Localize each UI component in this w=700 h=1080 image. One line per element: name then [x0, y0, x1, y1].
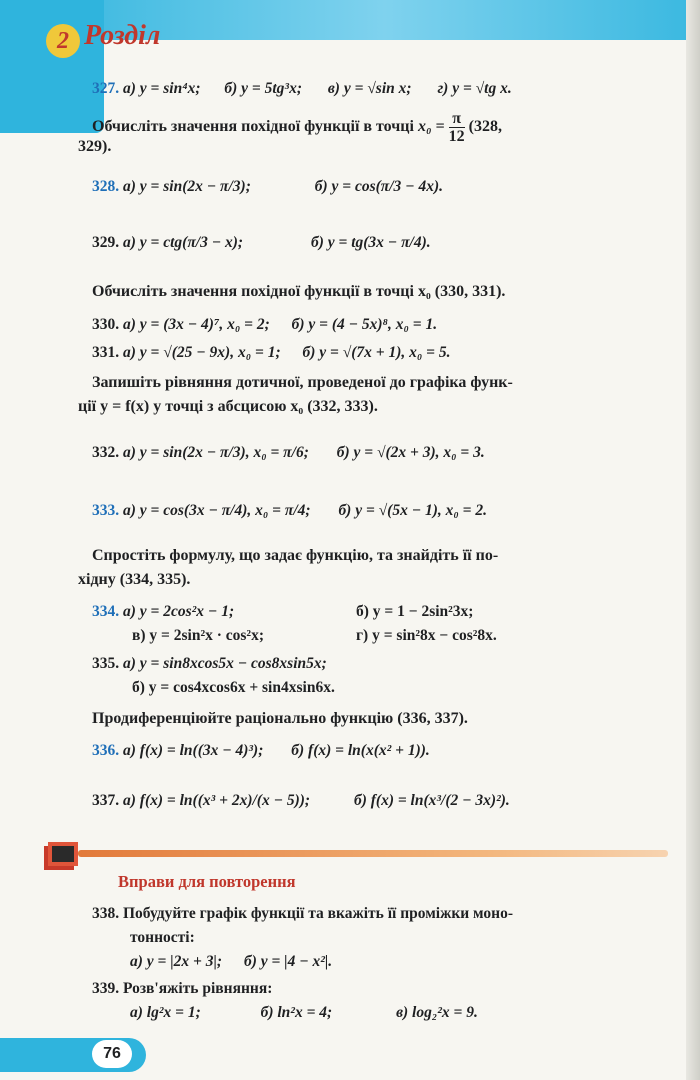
instruction-3a: Запишіть рівняння дотичної, проведеної до графіка функ- [92, 374, 513, 391]
chapter-badge: 2 [46, 24, 80, 58]
instruction-4a: Спростіть формулу, що задає функцію, та знайдіть її по- [92, 547, 499, 564]
problem-332: 332. а) y = sin(2x − π/3), x₀ = π/6; б) y = √(2x + 3), x₀ = 3. [92, 444, 485, 461]
problem-335: 335. а) y = sin8xcos5x − cos8xsin5x; [92, 655, 327, 672]
problem-337: 337. а) f(x) = ln((x³ + 2x)/(x − 5)); б) f(x) = ln(x³/(2 − 3x)²). [92, 792, 510, 809]
problem-331: 331. а) y = √(25 − 9x), x₀ = 1; б) y = √(7x + 1), x₀ = 5. [92, 344, 451, 361]
problem-334-d: г) y = sin²8x − cos²8x. [356, 627, 497, 644]
problem-327: 327. а) y = sin⁴x; б) y = 5tg³x; в) y = √sin x; г) y = √tg x. [92, 80, 512, 97]
problem-333: 333. а) y = cos(3x − π/4), x₀ = π/4; б) y = √(5x − 1), x₀ = 2. [92, 502, 488, 519]
problem-330: 330. а) y = (3x − 4)⁷, x₀ = 2; б) y = (4 − 5x)⁸, x₀ = 1. [92, 316, 438, 333]
problem-336: 336. а) f(x) = ln((3x − 4)³); б) f(x) = ln(x(x² + 1)). [92, 742, 430, 759]
problem-338: 338. Побудуйте графік функції та вкажіть її проміжки моно- [92, 905, 513, 922]
page-edge [686, 0, 700, 1080]
problem-338-a: а) y = |2x + 3|; б) y = |4 − x²|. [130, 953, 333, 970]
instruction-2: Обчисліть значення похідної функції в точці x₀ (330, 331). [92, 283, 506, 300]
instruction-1: Обчисліть значення похідної функції в точці x₀ = $\frac{\pi}{12}$ (328, [92, 110, 502, 145]
problem-329: 329. а) y = ctg(π/3 − x); б) y = tg(3x − π/4). [92, 234, 431, 251]
instruction-5: Продиференціюйте раціонально функцію (336, 337). [92, 710, 468, 727]
problem-335-b: б) y = cos4xcos6x + sin4xsin6x. [132, 679, 335, 696]
problem-334: 334. а) y = 2cos²x − 1; [92, 603, 235, 620]
section-title: Розділ [84, 20, 161, 51]
problem-334-c: в) y = 2sin²x · cos²x; [132, 627, 264, 644]
book-icon [42, 840, 82, 874]
instruction-3b: ції y = f(x) у точці з абсцисою x₀ (332, 333). [78, 398, 378, 415]
repetition-title: Вправи для повторення [118, 872, 296, 891]
problem-339: 339. Розв'яжіть рівняння: [92, 980, 273, 997]
problem-328: 328. а) y = sin(2x − π/3); б) y = cos(π/3 − 4x). [92, 178, 443, 195]
instruction-4b: хідну (334, 335). [78, 571, 191, 588]
page-number: 76 [92, 1040, 132, 1068]
problem-339-eqs: а) lg²x = 1; б) ln²x = 4; в) log₂²x = 9. [130, 1004, 478, 1021]
instruction-1-cont: 329). [78, 138, 112, 155]
fraction: $\frac{\pi}{12}$ [448, 110, 465, 145]
problem-334-b: б) y = 1 − 2sin²3x; [356, 603, 474, 620]
problem-338-cont: тонності: [130, 929, 195, 946]
section-divider [78, 850, 668, 857]
